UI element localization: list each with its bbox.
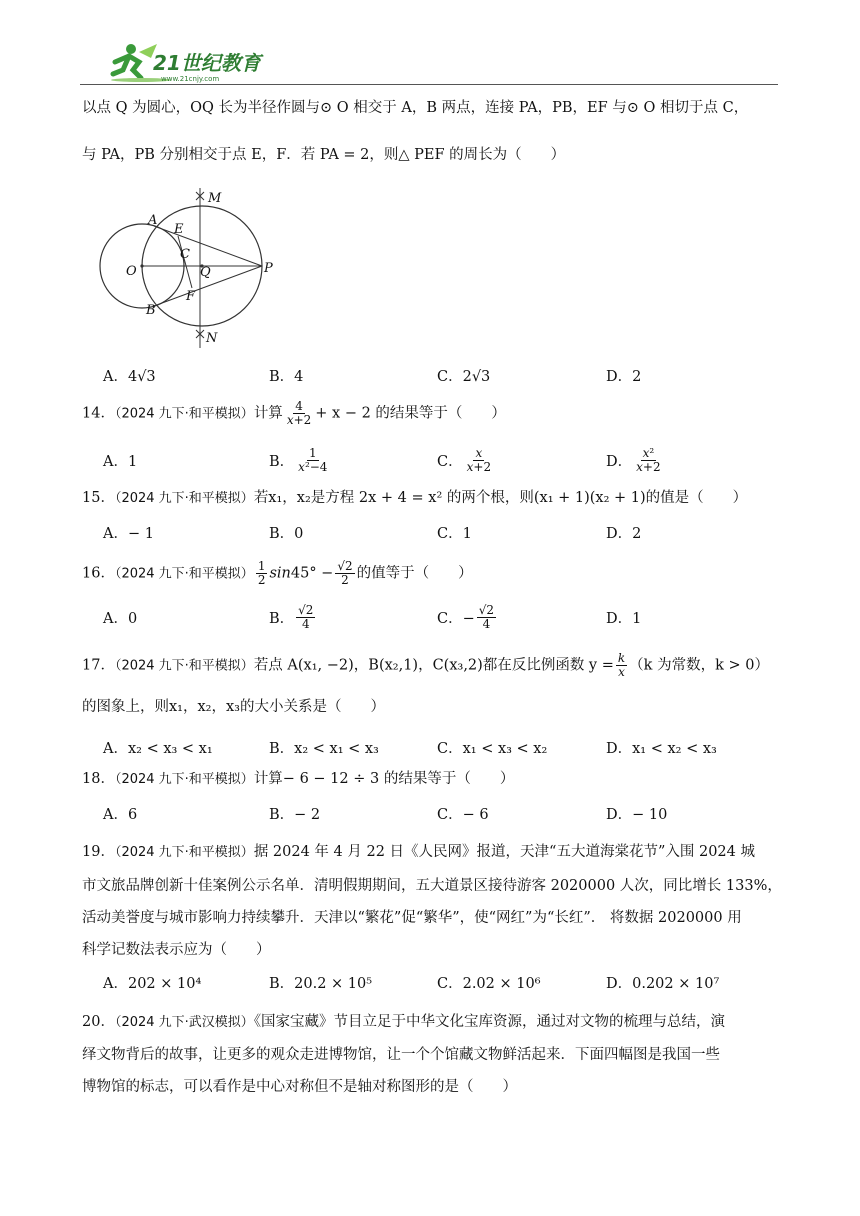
q18-option-b[interactable]: B．− 2 [269,806,321,823]
q18-options [103,796,803,830]
q19-line4: 科学记数法表示应为（ ） [82,942,271,958]
q18-option-c[interactable]: C．− 6 [437,806,489,823]
q20-line2: 绎文物背后的故事，让更多的观众走进博物馆，让一个个馆藏文物鲜活起来．下面四幅图是我国一些 [82,1047,720,1063]
header-rule [80,84,778,85]
q13-option-d[interactable]: D．2 [606,368,642,385]
q14-option-a[interactable]: A．1 [103,453,138,470]
q20-line3: 博物馆的标志，可以看作是中心对称但不是轴对称图形的是（ ） [82,1079,517,1095]
site-logo [105,40,275,84]
q13-option-c[interactable]: C．2√3 [437,368,491,385]
label-e: E [174,222,184,237]
q17-option-c[interactable]: C．x₁ < x₃ < x₂ [437,740,548,757]
q18-option-a[interactable]: A．6 [103,806,138,823]
q17-options [103,730,803,764]
q19-option-c[interactable]: C．2.02 × 10⁶ [437,975,541,992]
q15-options [103,515,803,549]
q13-line1: 以点 Q 为圆心，OQ 长为半径作圆与⊙ O 相交于 A，B 两点，连接 PA，PB，EF 与⊙ O 相切于点 C， [82,100,749,116]
q15-stem: 15．（2024 九下·和平模拟）若x₁，x₂是方程 2x + 4 = x² 的两个根，则(x₁ + 1)(x₂ + 1)的值是（ ） [82,490,748,506]
q16-option-d[interactable]: D．1 [606,610,642,627]
q13-option-b[interactable]: B．4 [269,368,304,385]
line-ef [178,236,192,288]
q13-line2: 与 PA，PB 分别相交于点 E，F．若 PA = 2，则△ PEF 的周长为（ ） [82,147,566,163]
label-n: N [206,331,218,346]
q14-number: 14． [82,405,115,422]
q17-option-b[interactable]: B．x₂ < x₁ < x₃ [269,740,379,757]
label-b: B [146,303,156,318]
q17-option-d[interactable]: D．x₁ < x₂ < x₃ [606,740,717,757]
label-f: F [186,289,196,304]
q19-option-a[interactable]: A．202 × 10⁴ [103,975,202,992]
q15-option-b[interactable]: B．0 [269,525,304,542]
q19-line3: 活动美誉度与城市影响力持续攀升．天津以“繁花”促“繁华”，使“网红”为“长红”． 将数据 2020000 用 [82,910,742,926]
q14-options [103,443,803,477]
q14-fraction: $\frac{4}{x+2}$ [286,399,312,427]
logo-text: 21世纪教育 [153,51,261,75]
label-m: M [208,191,222,206]
q16-option-b[interactable]: B． $\frac{√2}{4}$ [269,602,314,631]
q19-line1: 19．（2024 九下·和平模拟）据 2024 年 4 月 22 日《人民网》报道，天津“五大道海棠花节”入围 2024 城 [82,844,755,860]
q13-figure [96,180,286,352]
q19-line2: 市文旅品牌创新十佳案例公示名单．清明假期期间，五大道景区接待游客 2020000 人次，同比增长 133%， [82,878,782,894]
q14-option-d[interactable]: D． $\frac{\text{x²}}{x+2}$ [606,445,661,474]
q15-option-d[interactable]: D．2 [606,525,642,542]
q18-stem: 18．（2024 九下·和平模拟）计算− 6 − 12 ÷ 3 的结果等于（ ） [82,771,515,787]
q14-option-c[interactable]: C． $\frac{x}{x+2}$ [437,445,492,474]
q16-option-a[interactable]: A．0 [103,610,138,627]
q16-stem: 16．（2024 九下·和平模拟） $\frac{1}{2}$ sin45° − $\frac{√2}{2}$ 的值等于（ ） [82,559,473,587]
q18-option-d[interactable]: D．− 10 [606,806,668,823]
label-c: C [180,247,190,262]
q13-option-a[interactable]: A．4√3 [103,368,156,385]
q14-stem: 14．（2024 九下·和平模拟）计算 $\frac{4}{x+2}$ + x − 2 的结果等于（ ） [82,399,506,427]
q17-line2: 的图象上，则x₁，x₂，x₃的大小关系是（ ） [82,699,385,715]
q16-options [103,600,803,634]
q15-option-c[interactable]: C．1 [437,525,472,542]
q17-option-a[interactable]: A．x₂ < x₃ < x₁ [103,740,213,757]
logo-url: www.21cnjy.com [161,75,220,83]
line-pa [154,226,262,266]
q19-option-d[interactable]: D．0.202 × 10⁷ [606,975,720,992]
q19-options [103,965,803,999]
q13-options [103,358,803,392]
q20-line1: 20．（2024 九下·武汉模拟）《国家宝藏》节目立足于中华文化宝库资源，通过对文物的梳理与总结，演 [82,1014,726,1030]
label-o: O [126,264,137,279]
q16-option-c[interactable]: C．− $\frac{√2}{4}$ [437,602,495,631]
label-q: Q [200,265,211,280]
q14-source: （2024 九下·和平模拟） [114,406,254,422]
q19-option-b[interactable]: B．20.2 × 10⁵ [269,975,373,992]
label-a: A [148,213,158,228]
q15-option-a[interactable]: A．− 1 [103,525,154,542]
label-p: P [264,261,273,276]
q17-stem: 17．（2024 九下·和平模拟）若点 A(x₁, −2)，B(x₂,1)，C(x₃,2)都在反比例函数 y = $\frac{k}{x}$ （k 为常数，k > 0） [82,651,769,679]
q14-option-b[interactable]: B． $\frac{1}{\text{x²−4}}$ [269,445,328,474]
